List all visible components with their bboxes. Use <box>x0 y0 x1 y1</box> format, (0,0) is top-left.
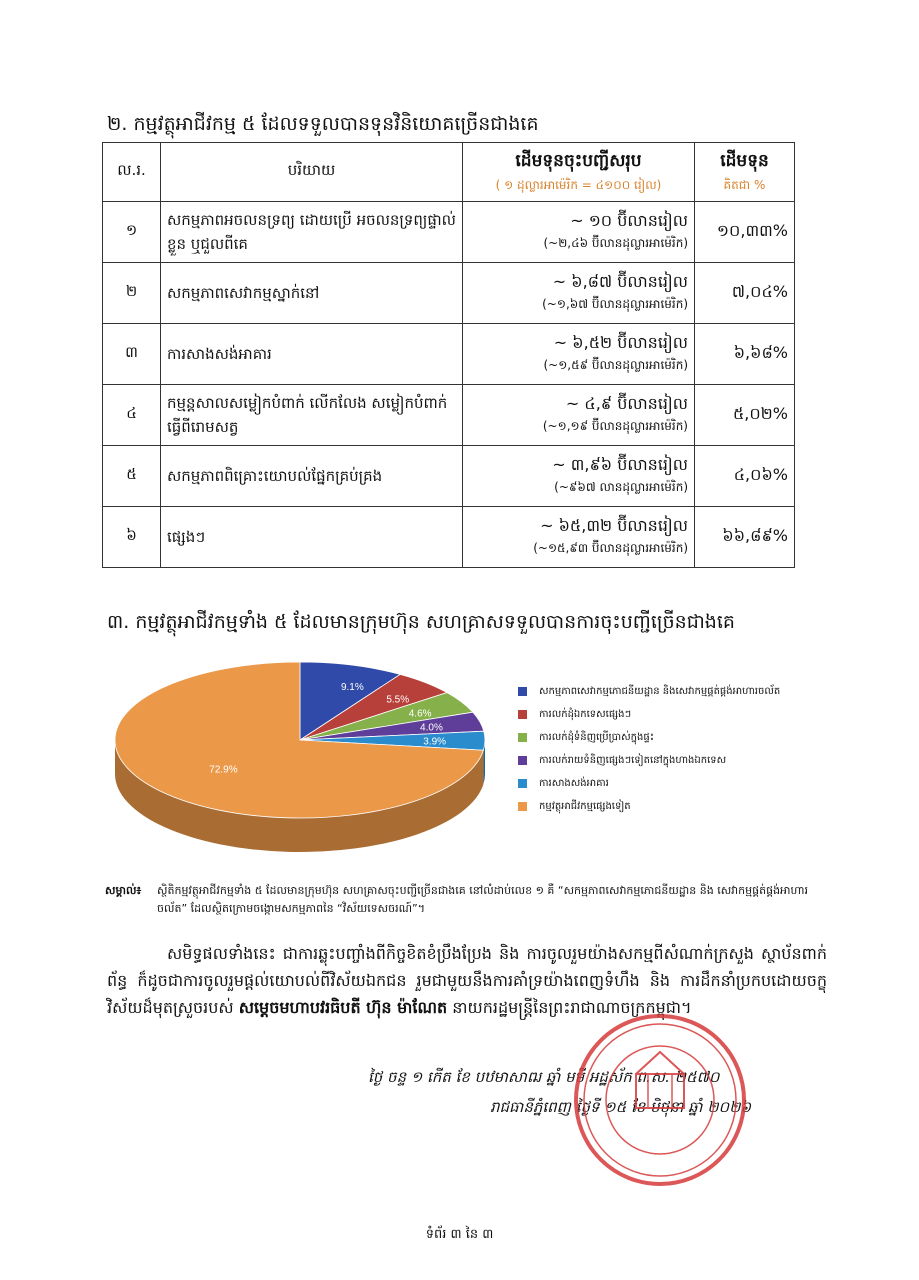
note-text: ស្ថិតិកម្មវត្ថុអាជីវកម្មទាំង ៥ ដែលមានក្រុមហ៊ុន សហគ្រាសចុះបញ្ជីច្រើនជាងគេ នៅលំដាប់លេខ ១ គឺ “សកម្មភាពសេវាកម្មភោជនីយដ្ឋាន និង សេវាកម្មផ្គត់ផ្គង់អាហារចល័ត” ដែលស្ថិតក្រោមចង្កោមសកម្មភាពនៃ “វិស័យទេសចរណ៍”។ <box>157 884 808 915</box>
row-percent: ៤,០៦% <box>695 446 795 507</box>
paragraph-bold-name: សម្តេចមហាបវរធិបតី ហ៊ុន ម៉ាណែត <box>238 998 448 1017</box>
pie-chart <box>105 640 495 890</box>
row-percent: ៦,៦៨% <box>695 324 795 385</box>
row-capital <box>463 263 695 324</box>
chart-legend <box>518 680 808 818</box>
legend-swatch <box>518 710 527 719</box>
row-number: ៣ <box>103 324 161 385</box>
legend-swatch <box>518 779 527 788</box>
row-capital <box>463 446 695 507</box>
official-seal <box>570 1010 750 1190</box>
legend-label: កម្មវត្ថុអាជីវកម្មផ្សេងទៀត <box>539 801 631 812</box>
legend-item <box>518 772 808 795</box>
table-row <box>103 202 795 263</box>
capital-riel: ~ ៦,៥២ ប៊ីលានរៀល <box>553 333 688 352</box>
header-capital: ដើមទុនចុះបញ្ជីសរុប ( ១ ដុល្លារអាម៉េរិក = ៤១០០ រៀល) <box>463 143 695 202</box>
note-label: សម្គាល់៖ <box>105 884 142 897</box>
solar-date: រាជធានីភ្នំពេញ ថ្ងៃទី ១៥ ខែ មិថុនា ឆ្នាំ ២០២៦ <box>490 1098 752 1116</box>
pie-data-label: 5.5% <box>386 694 410 706</box>
legend-item <box>518 703 808 726</box>
capital-riel: ~ ៤,៩ ប៊ីលានរៀល <box>565 394 688 413</box>
header-desc: បរិយាយ <box>161 143 463 202</box>
capital-usd: (~១,១៩ ប៊ីលានដុល្លារអាម៉េរិក) <box>542 419 688 433</box>
table-header-row <box>103 143 795 202</box>
row-number: ៤ <box>103 385 161 446</box>
row-percent: ៧,០៤% <box>695 263 795 324</box>
table-row <box>103 507 795 568</box>
capital-riel: ~ ៦៥,៣២ ប៊ីលានរៀល <box>540 516 688 535</box>
legend-label: ការលក់ដុំទំនិញប្រើប្រាស់ក្នុងផ្ទះ <box>539 732 655 743</box>
legend-label: ការលក់ដុំឯកទេសផ្សេងៗ <box>539 709 632 720</box>
pie-data-label: 4.0% <box>420 722 443 734</box>
legend-label: សកម្មភាពសេវាកម្មភោជនីយដ្ឋាន និងសេវាកម្មផ្គត់ផ្គង់អាហារចល័ត <box>539 686 781 697</box>
row-number: ៦ <box>103 507 161 568</box>
header-no: ល.រ. <box>103 143 161 202</box>
row-percent: ៥,០២% <box>695 385 795 446</box>
table-row <box>103 446 795 507</box>
paragraph-text: សមិទ្ធផលទាំងនេះ ជាការឆ្លុះបញ្ចាំងពីកិច្ចខិតខំប្រឹងប្រែង និង ការចូលរួមយ៉ាងសកម្មពីសំណាក់ក្រសួង ស្ថាប័នពាក់ព័ន្ធ ក៏ដូចជាការចូលរួមផ្តល់យោបល់ពីវិស័យឯកជន រួមជាមួយនឹងការគាំទ្រយ៉ាងពេញទំហឹង និង ការដឹកនាំប្រកបដោយចក្ខុវិស័យដ៏មុតស្រួចរបស់ <box>107 944 827 1017</box>
row-number: ១ <box>103 202 161 263</box>
table-row <box>103 263 795 324</box>
row-description: សកម្មភាពអចលនទ្រព្យ ដោយប្រើ អចលនទ្រព្យផ្ទាល់ខ្លួន ឬជួលពីគេ <box>161 202 463 263</box>
pie-data-label: 9.1% <box>340 682 364 694</box>
capital-riel: ~ ៣,៩៦ ប៊ីលានរៀល <box>552 455 688 474</box>
row-description: ផ្សេងៗ <box>161 507 463 568</box>
legend-swatch <box>518 687 527 696</box>
legend-item <box>518 726 808 749</box>
paragraph-tail: នាយករដ្ឋមន្ត្រីនៃព្រះរាជាណាចក្រកម្ពុជា។ <box>452 998 692 1017</box>
capital-usd: (~១៥,៩៣ ប៊ីលានដុល្លារអាម៉េរិក) <box>533 541 688 555</box>
section-3-title: ៣. កម្មវត្ថុអាជីវកម្មទាំង ៥ ដែលមានក្រុមហ៊ុន សហគ្រាសទទួលបានការចុះបញ្ជីច្រើនជាងគេ <box>107 611 735 633</box>
row-capital <box>463 507 695 568</box>
row-percent: ១០,៣៣% <box>695 202 795 263</box>
legend-item <box>518 680 808 703</box>
section-2-title: ២. កម្មវត្ថុអាជីវកម្ម ៥ ដែលទទួលបានទុនវិនិយោគច្រើនជាងគេ <box>107 113 539 135</box>
pie-data-label: 4.6% <box>408 708 432 720</box>
row-description: សកម្មភាពសេវាកម្មស្នាក់នៅ <box>161 263 463 324</box>
capital-riel: ~ ៦,៨៧ ប៊ីលានរៀល <box>552 272 688 291</box>
note <box>105 882 825 918</box>
row-description: ការសាងសង់អាគារ <box>161 324 463 385</box>
header-share: ដើមទុន គិតជា % <box>695 143 795 202</box>
investment-table <box>102 142 795 568</box>
row-percent: ៦៦,៨៩% <box>695 507 795 568</box>
legend-swatch <box>518 756 527 765</box>
closing-paragraph <box>107 940 827 1021</box>
legend-swatch <box>518 802 527 811</box>
legend-swatch <box>518 733 527 742</box>
row-capital <box>463 385 695 446</box>
capital-usd: (~៩៦៧ លានដុល្លារអាម៉េរិក) <box>554 480 688 494</box>
table-row <box>103 324 795 385</box>
row-description: កម្មន្តសាលសម្លៀកបំពាក់ លើកលែង សម្លៀកបំពាក់ធ្វើពីរោមសត្វ <box>161 385 463 446</box>
lunar-date: ថ្ងៃ ចន្ទ ១ កើត ខែ បឋមាសាឍ ឆ្នាំ មមី អដ្ឋស័ក ព.ស. ២៥៧០ <box>368 1068 720 1086</box>
legend-item <box>518 795 808 818</box>
capital-usd: (~១,៦៧ ប៊ីលានដុល្លារអាម៉េរិក) <box>542 297 688 311</box>
legend-item <box>518 749 808 772</box>
capital-usd: (~១,៥៩ ប៊ីលានដុល្លារអាម៉េរិក) <box>543 358 688 372</box>
pie-data-label: 3.9% <box>423 736 447 748</box>
capital-riel: ~ ១០ ប៊ីលានរៀល <box>570 211 688 230</box>
row-capital <box>463 324 695 385</box>
row-capital <box>463 202 695 263</box>
row-number: ៥ <box>103 446 161 507</box>
page-number: ទំព័រ ៣ នៃ ៣ <box>425 1227 494 1242</box>
pie-data-label: 72.9% <box>209 764 238 776</box>
legend-label: ការលក់រាយទំនិញផ្សេងៗទៀតនៅក្នុងហាងឯកទេស <box>539 755 727 766</box>
legend-label: ការសាងសង់អាគារ <box>539 778 609 789</box>
table-row <box>103 385 795 446</box>
row-number: ២ <box>103 263 161 324</box>
row-description: សកម្មភាពពិគ្រោះយោបល់ផ្នែកគ្រប់គ្រង <box>161 446 463 507</box>
capital-usd: (~២,៤៦ ប៊ីលានដុល្លារអាម៉េរិក) <box>543 236 688 250</box>
